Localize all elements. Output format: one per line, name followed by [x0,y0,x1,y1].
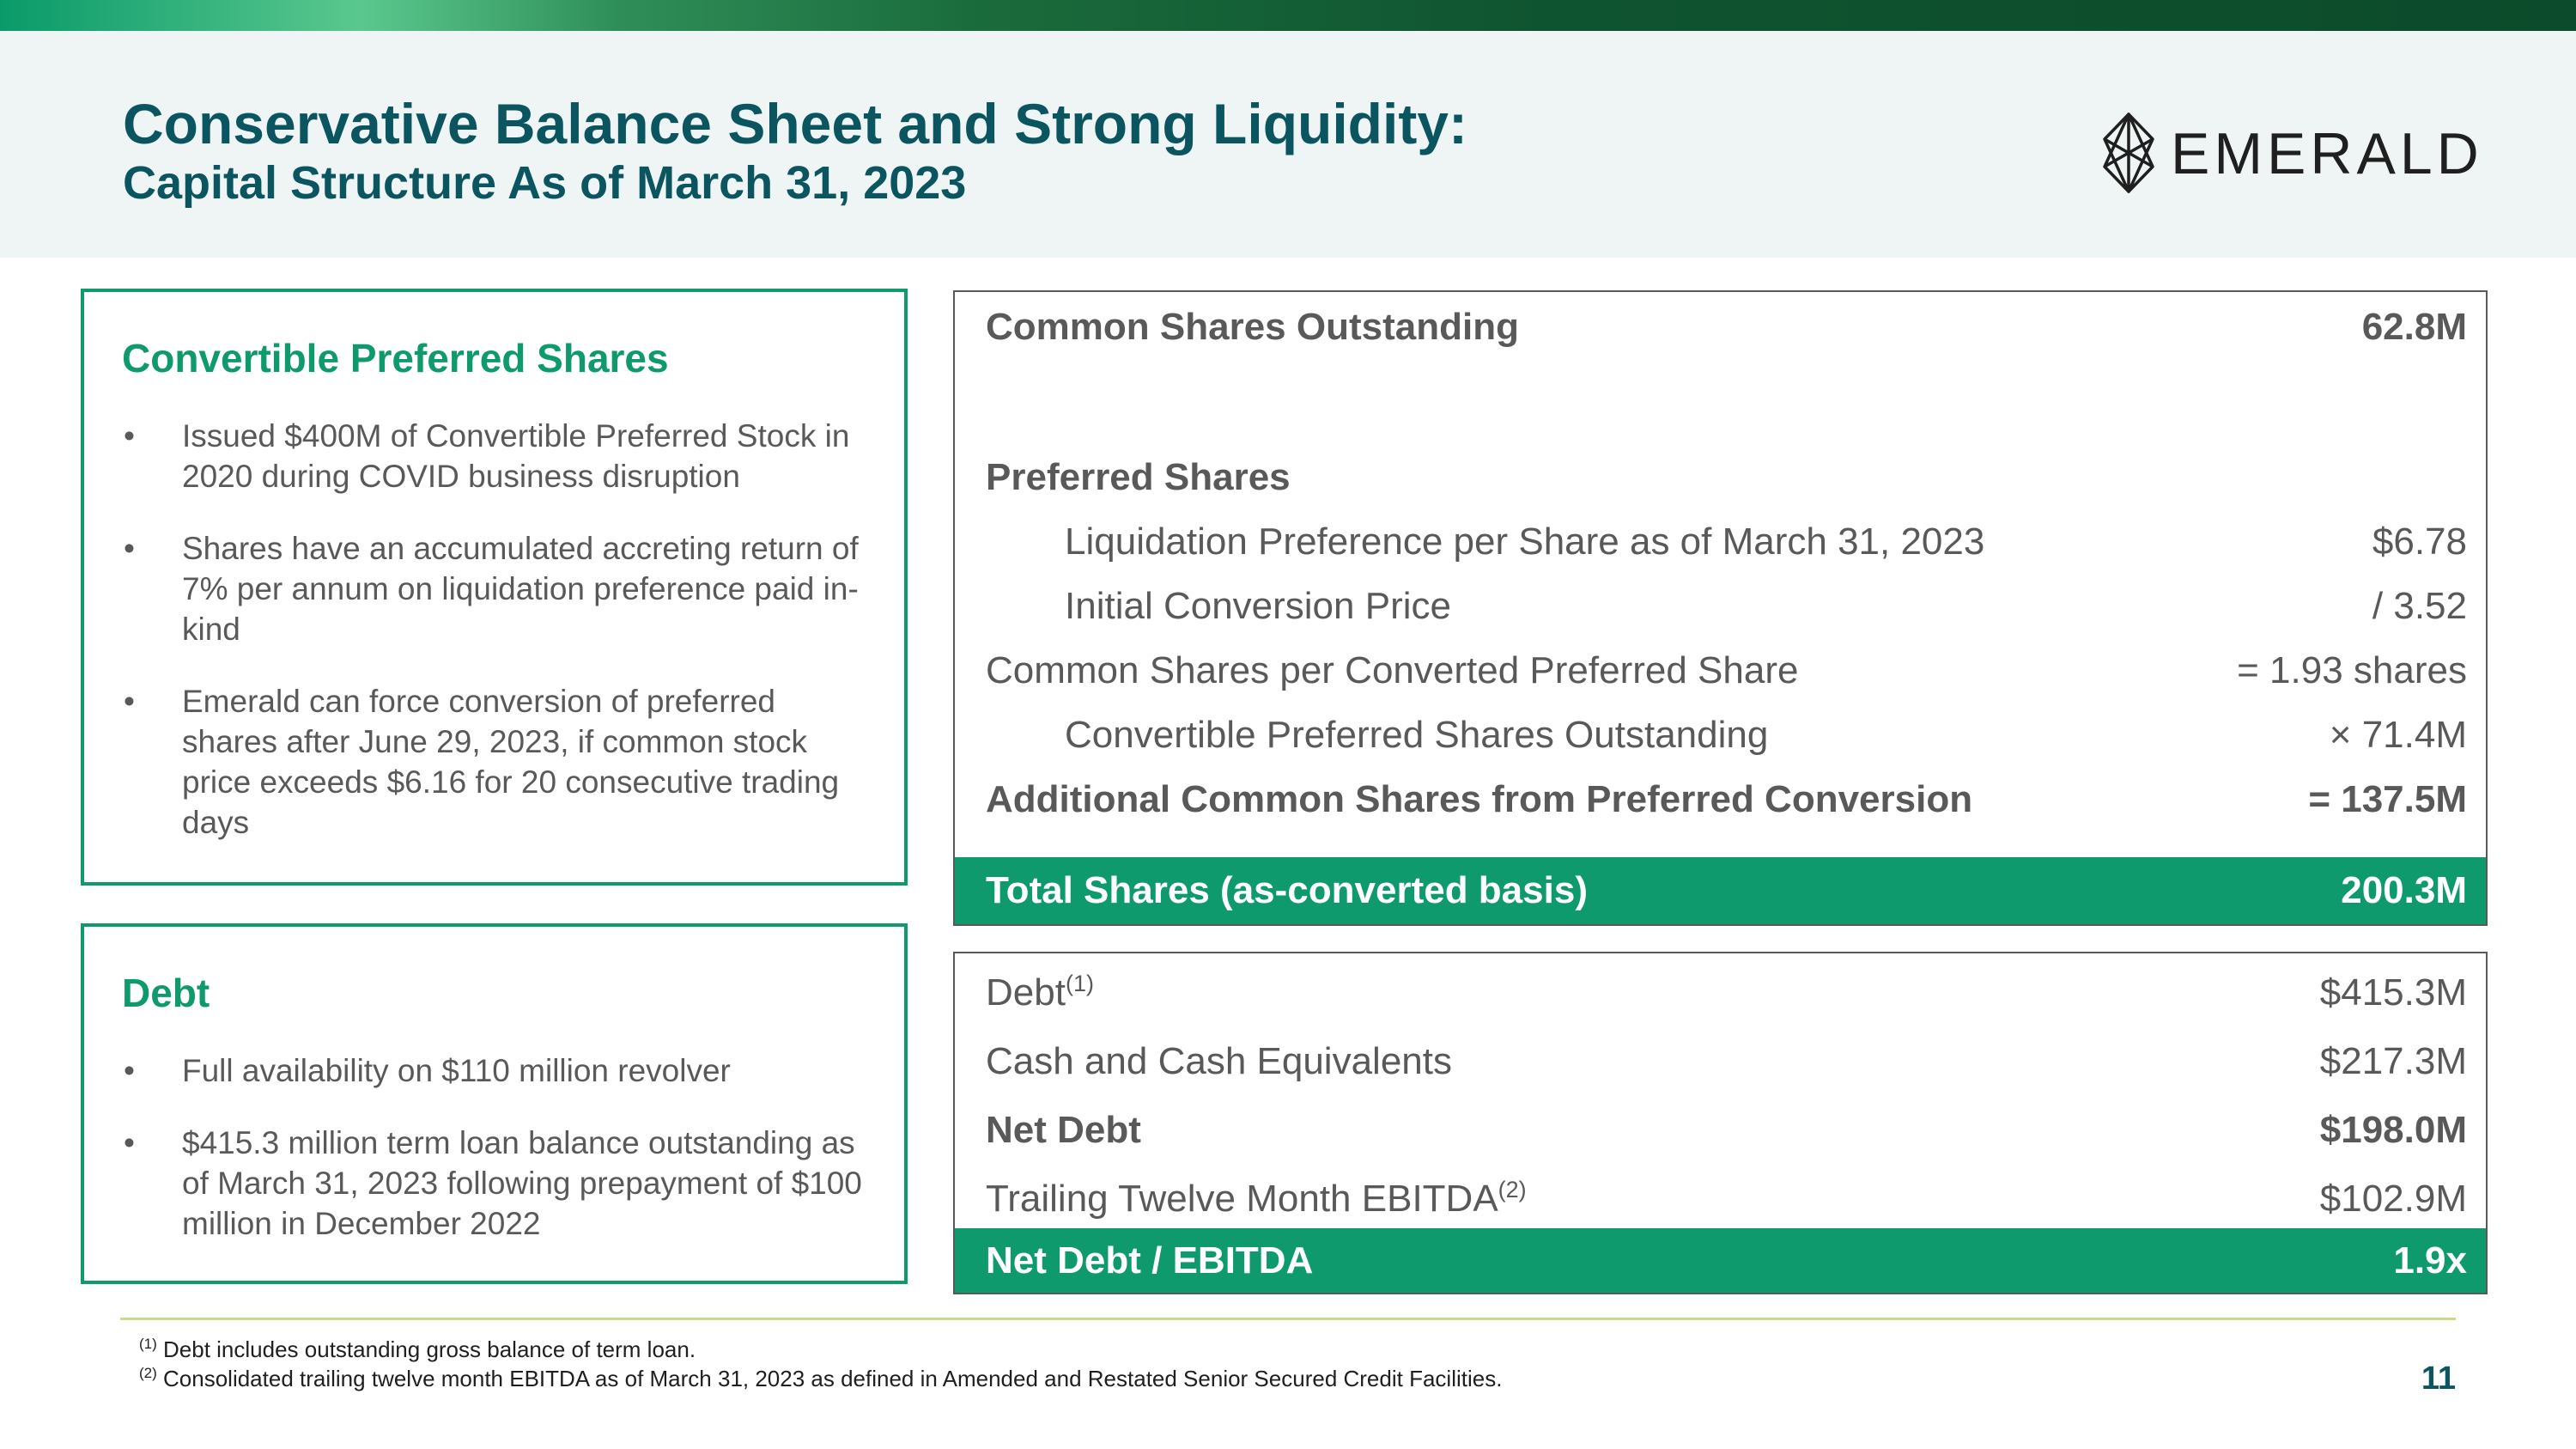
debt-bullets [122,1050,878,1275]
net-debt-ebitda-row [955,1228,2486,1293]
preferred-shares-heading: Convertible Preferred Shares [122,336,669,381]
net-debt-value: $198.0M [2319,1109,2467,1151]
debt-label: Debt$^{(1)}$ [986,971,1094,1014]
table-row [955,1031,2486,1093]
cash-label: Cash and Cash Equivalents [986,1040,1452,1082]
preferred-shares-label: Preferred Shares [986,456,1291,498]
footer-divider [120,1318,2456,1320]
total-shares-value: 200.3M [2341,869,2467,911]
shares-table [953,290,2488,926]
emerald-gem-icon [2102,112,2155,194]
common-shares-label: Common Shares Outstanding [986,306,1519,348]
page-number: 11 [2421,1361,2456,1397]
logo-wordmark: EMERALD [2171,121,2483,186]
table-row [955,1168,2486,1230]
conversion-price-value: / 3.52 [2372,585,2467,627]
footnote-ref: (1) [1065,971,1094,996]
bullet-icon: • [124,1053,135,1088]
bullet-icon: • [124,1125,135,1160]
total-shares-row [955,857,2486,924]
top-gradient-bar [0,0,2576,31]
emerald-logo [2102,110,2483,199]
preferred-outstanding-value: × 71.4M [2329,714,2467,756]
page-title: Conservative Balance Sheet and Strong Liquidity: [123,92,1467,155]
list-item: • Full availability on $110 million revolver [122,1050,878,1091]
liquidation-preference-value: $6.78 [2372,521,2467,563]
page-subtitle: Capital Structure As of March 31, 2023 [123,157,967,209]
net-debt-ebitda-label: Net Debt / EBITDA [986,1239,1314,1282]
table-row [955,769,2486,831]
table-row [955,640,2486,702]
net-debt-label: Net Debt [986,1109,1141,1151]
footnote-ref: (2) [139,1365,157,1381]
conversion-price-label: Initial Conversion Price [1065,585,1451,627]
table-row [955,447,2486,508]
debt-box [81,923,908,1284]
list-item: • Issued $400M of Convertible Preferred Stock in 2020 during COVID business disruption [122,416,878,496]
list-item: • Shares have an accumulated accreting return of 7% per annum on liquidation preference paid in-kind [122,528,878,649]
additional-shares-label: Additional Common Shares from Preferred Conversion [986,778,1973,820]
table-row [955,1099,2486,1161]
liquidation-preference-label: Liquidation Preference per Share as of March 31, 2023 [1065,521,1985,563]
additional-shares-value: = 137.5M [2308,778,2467,820]
footnote-ref: (2) [1498,1177,1527,1202]
footnote-ref: (1) [139,1336,157,1352]
ebitda-value: $102.9M [2319,1178,2467,1220]
common-shares-value: 62.8M [2361,306,2467,348]
table-row [955,296,2486,358]
table-row [955,962,2486,1024]
preferred-shares-box [81,289,908,886]
preferred-outstanding-label: Convertible Preferred Shares Outstanding [1065,714,1769,756]
shares-per-preferred-label: Common Shares per Converted Preferred Share [986,649,1799,691]
footnote-1: $^{(1)}$ Debt includes outstanding gross balance of term loan. [139,1336,696,1362]
cash-value: $217.3M [2319,1040,2467,1082]
bullet-icon: • [124,418,135,454]
total-shares-label: Total Shares (as-converted basis) [986,869,1588,911]
bullet-icon: • [124,684,135,719]
list-item: • $415.3 million term loan balance outstanding as of March 31, 2023 following prepayment of $100 million in December 2022 [122,1123,878,1244]
table-row [955,704,2486,766]
debt-table [953,952,2488,1294]
net-debt-ebitda-value: 1.9x [2393,1239,2467,1282]
table-row [955,575,2486,637]
list-item: • Emerald can force conversion of preferred shares after June 29, 2023, if common stock price exceeds $6.16 for 20 consecutive trading days [122,681,878,843]
footnote-2: $^{(2)}$ Consolidated trailing twelve month EBITDA as of March 31, 2023 as defined in Amended and Restated Senior Secured Credit Facilities. [139,1365,1503,1391]
table-row [955,511,2486,573]
debt-value: $415.3M [2319,971,2467,1014]
shares-per-preferred-value: = 1.93 shares [2237,649,2467,691]
debt-heading: Debt [122,971,210,1015]
bullet-icon: • [124,531,135,566]
ebitda-label: Trailing Twelve Month EBITDA$^{(2)}$ [986,1177,1527,1220]
preferred-shares-bullets [122,416,878,874]
